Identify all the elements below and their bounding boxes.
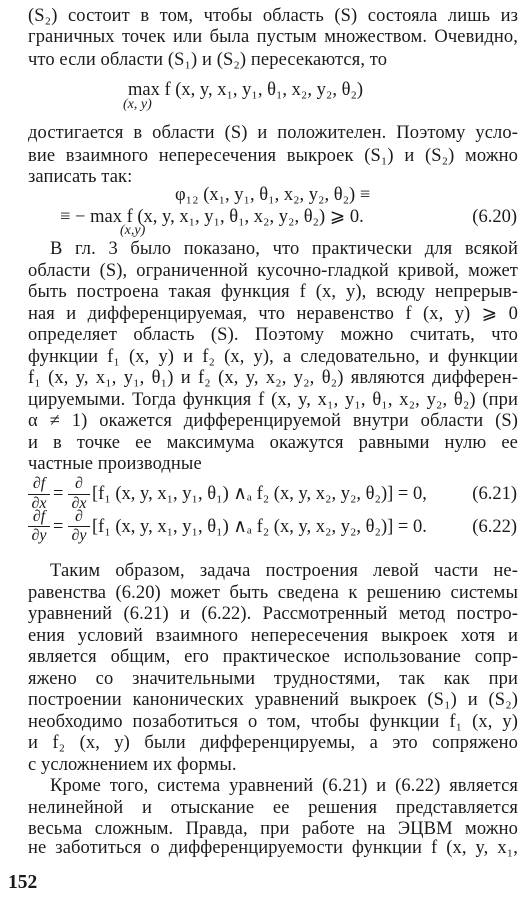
text-line: частные производные [28,454,202,475]
eq-6-22-op-denominator: ∂y [71,527,87,545]
text-line: и в точке ее максимума окажутся равными нулю ее [28,432,518,453]
eq-6-22-op-numerator: ∂ [75,507,83,525]
text-line: определяет область (S). Поэтому можно считать, что [28,325,518,346]
text-line: ная и дифференцируемая, что неравенство f (x, y) ⩾ 0 [28,303,518,324]
eq-6-21-op-denominator: ∂x [71,494,87,512]
eq-6-21-body: [f₁ (x, y, x₁, y₁, θ₁) ∧ₐ f₂ (x, y, x₂, y₂, θ₂)] = 0, [92,484,427,505]
text-line: нелинейной и отыскание ее решения представляется [28,797,518,818]
text-line: вие взаимного непересечения выкроек (S₁) и (S₂) можно [28,145,518,166]
eq-6-21-lhs-numerator: ∂f [32,474,46,492]
text-line: необходимо позаботиться о том, чтобы функции f₁ (x, y) [28,711,518,732]
text-line: и f₂ (x, y) были дифференцируемы, а это сопряжено [28,733,518,754]
text-line: В гл. 3 было показано, что практически для всякой [50,239,518,260]
equation-number-6-21: (6.21) [472,484,517,505]
text-line: α ≠ 1) окажется дифференцируемой внутри области (S) [28,411,518,432]
text-line: области (S), ограниченной кусочно-гладкой кривой, может [28,260,518,281]
eq-6-22-body: [f₁ (x, y, x₁, y₁, θ₁) ∧ₐ f₂ (x, y, x₂, y₂, θ₂)] = 0. [92,517,427,538]
text-line: ения условий взаимного непересечения выкроек хотя и [28,625,518,646]
text-line: Кроме того, система уравнений (6.21) и (6.22) является [50,776,518,797]
book-page: (S₂) состоит в том, чтобы область (S) состояла лишь из граничных точек или была пустым множеством. Очевидно, что если области (S₁) и (S₂) пересекаются, то max f (x, y, x₁, y₁, θ₁, x₂, y₂, θ₂) (x, y) достигается в области (S) и положителен. Поэтому усло- вие взаимного непересечения выкроек (S₁) и (S₂) можно записать так: φ₁₂ (x₁, y₁, θ₁, x₂, y₂, θ₂) ≡ ≡ − max f (x, y, x₁, y₁, θ₁, x₂, y₂, θ₂) ⩾ 0. (x,y) (6.20) В гл. 3 было показано, что практически для всякой области (S), ограниченной кусочно-гладкой кривой, может быть построена такая функция f (x, y), всюду непрерыв- ная и дифференцируемая, что неравенство f (x, y) ⩾ 0 определяет область (S). Поэтому можно считать, что функции f₁ (x, y) и f₂ (x, y), а следовательно, и функции f₁ (x, y, x₁, y₁, θ₁) и f₂ (x, y, x₂, y₂, θ₂) являются дифферен- цируемыми. Тогда функция f (x, y, x₁, y₁, θ₁, x₂, y₂, θ₂) (при α ≠ 1) окажется дифференцируемой внутри области (S) и в точке ее максимума окажутся равными нулю ее частные производные ∂f ∂x = ∂ ∂x [f₁ (x, y, x₁, y₁, θ₁) ∧ₐ f₂ (x, y, x₂, y₂, θ₂)] = 0, (6.21) ∂f ∂y = ∂ ∂y [f₁ (x, y, x₁, y₁, θ₁) ∧ₐ f₂ (x, y, x₂, y₂, θ₂)] = 0. (6.22) Таким образом, задача построения левой части не- равенства (6.20) может быть сведена к решению системы уравнений (6.21) и (6.22). Рассмотренный метод постро- ения условий взаимного непересечения выкроек хотя и является общим, его практическое использование сопр- яжено со значительными трудностями, так как при построении канонических уравнений выкроек (S₁) и (S₂) необходимо позаботиться о том, чтобы функции f₁ (x, y) и f₂ (x, y) были дифференцируемы, а это сопряжено с усложнением их формы. Кроме того, система уравнений (6.21) и (6.22) является нелинейной и отыскание ее решения представляется весьма сложным. Правда, при работе на ЭЦВМ можно [28,5,518,840]
eq-6-22-lhs-denominator: ∂y [31,527,47,545]
text-line: граничных точек или была пустым множеством. Очевидно, [28,27,518,48]
text-line: что если области (S₁) и (S₂) пересекаются, то [28,49,388,70]
text-line: уравнений (6.21) и (6.22). Рассмотренный метод постро- [28,604,518,624]
text-line: цируемыми. Тогда функция f (x, y, x₁, y₁, θ₁, x₂, y₂, θ₂) (при [28,389,518,410]
text-line: построении канонических уравнений выкроек (S₁) и (S₂) [28,690,518,711]
text-line: быть построена такая функция f (x, y), всюду непрерыв- [28,282,518,303]
text-line: записать так: [28,167,133,188]
equation-6-20-line1: φ₁₂ (x₁, y₁, θ₁, x₂, y₂, θ₂) ≡ [175,185,371,206]
equation-max: max f (x, y, x₁, y₁, θ₁, x₂, y₂, θ₂) [128,80,364,101]
text-line: Таким образом, задача построения левой части не- [50,561,518,581]
text-line: f₁ (x, y, x₁, y₁, θ₁) и f₂ (x, y, x₂, y₂, θ₂) являются дифферен- [28,368,518,389]
equation-6-20-line2: ≡ − max f (x, y, x₁, y₁, θ₁, x₂, y₂, θ₂) ⩾ 0. [60,206,364,227]
text-line: с усложнением их формы. [28,754,237,775]
equation-number-6-20: (6.20) [472,206,517,227]
eq-6-21-lhs-denominator: ∂x [31,494,47,512]
eq-6-22-lhs-numerator: ∂f [32,507,46,525]
last-line: не заботиться о дифференцируемости функции f (x, y, x₁, [28,838,518,858]
equation-6-20-subscript: (x,y) [120,222,146,238]
text-line: яжено со значительными трудностями, так как при [28,668,518,689]
eq-6-21-op-numerator: ∂ [75,474,83,492]
text-line: равенства (6.20) может быть сведена к решению системы [28,582,518,603]
text-line: функции f₁ (x, y) и f₂ (x, y), а следовательно, и функции [28,346,518,367]
equation-number-6-22: (6.22) [472,517,517,538]
text-line: достигается в области (S) и положителен. Поэтому усло- [28,123,518,144]
text-line: (S₂) состоит в том, чтобы область (S) состояла лишь из [28,5,518,26]
equation-max-subscript: (x, y) [123,97,152,113]
text-line: весьма сложным. Правда, при работе на ЭЦВМ можно [28,819,518,840]
text-line: является общим, его практическое использование сопр- [28,647,518,668]
page-number: 152 [8,872,38,893]
